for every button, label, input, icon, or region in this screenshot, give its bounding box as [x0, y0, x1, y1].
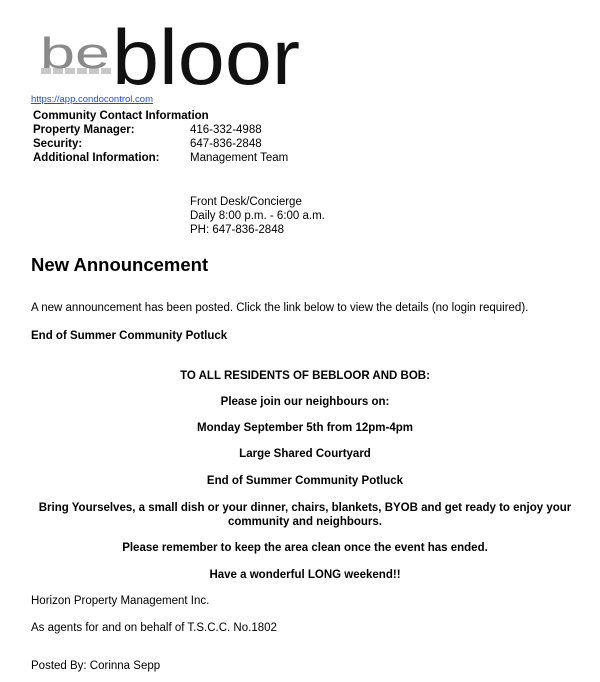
condocontrol-link[interactable]: https://app.condocontrol.com: [31, 94, 153, 105]
body-line: Please remember to keep the area clean once the event has ended.: [122, 542, 488, 554]
body-line: Please join our neighbours on:: [220, 396, 390, 408]
posted-by: Posted By: Corinna Sepp: [31, 660, 161, 672]
announcement-title: New Announcement: [31, 254, 209, 275]
contact-value: Management Team: [190, 152, 289, 164]
body-line: End of Summer Community Potluck: [206, 475, 404, 487]
front-desk-info: [190, 195, 325, 237]
contact-block: [33, 109, 288, 165]
contact-heading: Community Contact Information: [33, 110, 209, 122]
body-line: Large Shared Courtyard: [239, 448, 371, 460]
announcement-intro: A new announcement has been posted. Click the link below to view the details (no login required).: [31, 302, 529, 314]
logo-name: bloor: [112, 22, 300, 88]
body-line: Have a wonderful LONG weekend!!: [209, 569, 401, 581]
logo-prefix: be: [40, 29, 110, 78]
contact-value: 416-332-4988: [190, 124, 262, 136]
bebloor-logo: [38, 22, 304, 88]
contact-value: 647-836-2848: [190, 138, 262, 150]
contact-label: Property Manager:: [33, 124, 135, 136]
agents-line: As agents for and on behalf of T.S.C.C. No.1802: [31, 622, 277, 634]
body-line: Monday September 5th from 12pm-4pm: [197, 422, 413, 434]
desk-line: Front Desk/Concierge: [190, 196, 302, 208]
body-line: TO ALL RESIDENTS OF BEBLOOR AND BOB:: [180, 370, 430, 382]
contact-row-property-manager: [33, 123, 288, 137]
contact-label: Security:: [33, 138, 83, 150]
announcement-subject: End of Summer Community Potluck: [31, 330, 228, 342]
desk-line: PH: 647-836-2848: [190, 224, 284, 236]
contact-label: Additional Information:: [33, 152, 160, 164]
contact-row-additional-info: [33, 151, 288, 165]
body-line: Bring Yourselves, a small dish or your dinner, chairs, blankets, BYOB and get ready to enjoy your community and neighbours.: [38, 502, 572, 528]
contact-row-security: [33, 137, 288, 151]
desk-line: Daily 8:00 p.m. - 6:00 a.m.: [190, 210, 325, 222]
company-name: Horizon Property Management Inc.: [31, 595, 210, 607]
